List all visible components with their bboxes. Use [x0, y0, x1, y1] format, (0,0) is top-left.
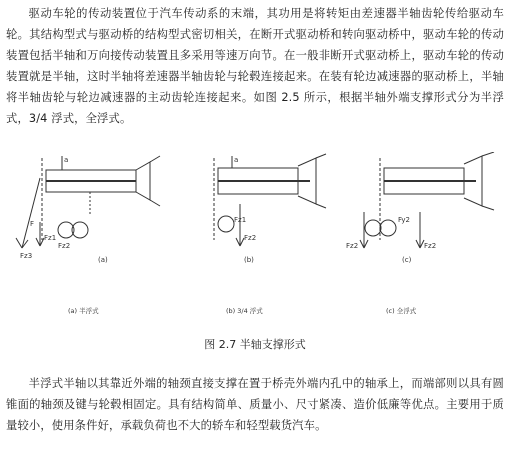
panel-a-label-fz2: Fz2 — [58, 242, 71, 250]
panel-c-caption: (c) 全浮式 — [386, 307, 417, 315]
panel-a-letter: (a) — [98, 256, 108, 264]
semi-floating-paragraph: 半浮式半轴以其靠近外端的轴颈直接支撑在置于桥壳外端内孔中的轴承上，而端部则以具有圆锥面的轴颈及键与轮毂相固定。具有结构简单、质量小、尺寸紧凑、造价低廉等优点。主要用于质量较小，使用条件好，承载负荷也不大的轿车和轻型载货汽车。 — [6, 377, 504, 432]
panel-a-diagram — [16, 156, 160, 248]
panel-b-caption: (b) 3/4 浮式 — [226, 307, 263, 315]
panel-c-label-fy2: Fy2 — [398, 216, 410, 224]
panel-a-caption: (a) 半浮式 — [68, 307, 99, 315]
panel-c-letter: (c) — [402, 256, 412, 264]
panel-c-diagram — [360, 152, 494, 248]
figure-caption: 图 2.7 半轴支撑形式 — [204, 338, 306, 351]
panel-b-label-a: a — [234, 156, 239, 164]
panel-c-label-fz2-right: Fz2 — [424, 242, 437, 250]
panel-a-label-fz3: Fz3 — [20, 252, 33, 260]
half-shaft-support-figure — [0, 152, 510, 332]
intro-paragraph: 驱动车轮的传动装置位于汽车传动系的末端，其功用是将转矩由差速器半轴齿轮传给驱动车轮。其结构型式与驱动桥的结构型式密切相关，在断开式驱动桥和转向驱动桥中，驱动车轮的传动装置包括半轴和万向接传动装置且多采用等速万向节。在一般非断开式驱动桥上，驱动车轮的传动装置就是半轴，这时半轴将差速器半轴齿轮与轮毂连接起来。在装有轮边减速器的驱动桥上，半轴将半轴齿轮与轮边减速器的主动齿轮连接起来。如图 2.5 所示，根据半轴外端支撑形式分为半浮式，3/4 浮式，全浮式。 — [6, 7, 504, 125]
panel-b-label-fz2: Fz2 — [244, 234, 257, 242]
panel-b-letter: (b) — [244, 256, 254, 264]
panel-b-diagram — [214, 154, 326, 246]
panel-c-label-fz2-left: Fz2 — [346, 242, 359, 250]
panel-a-label-fz1: Fz1 — [44, 234, 57, 242]
figure-drawing — [0, 152, 510, 332]
panel-a-label-f: F — [30, 220, 35, 228]
panel-b-label-fz1: Fz1 — [234, 216, 247, 224]
panel-a-label-a: a — [64, 156, 69, 164]
